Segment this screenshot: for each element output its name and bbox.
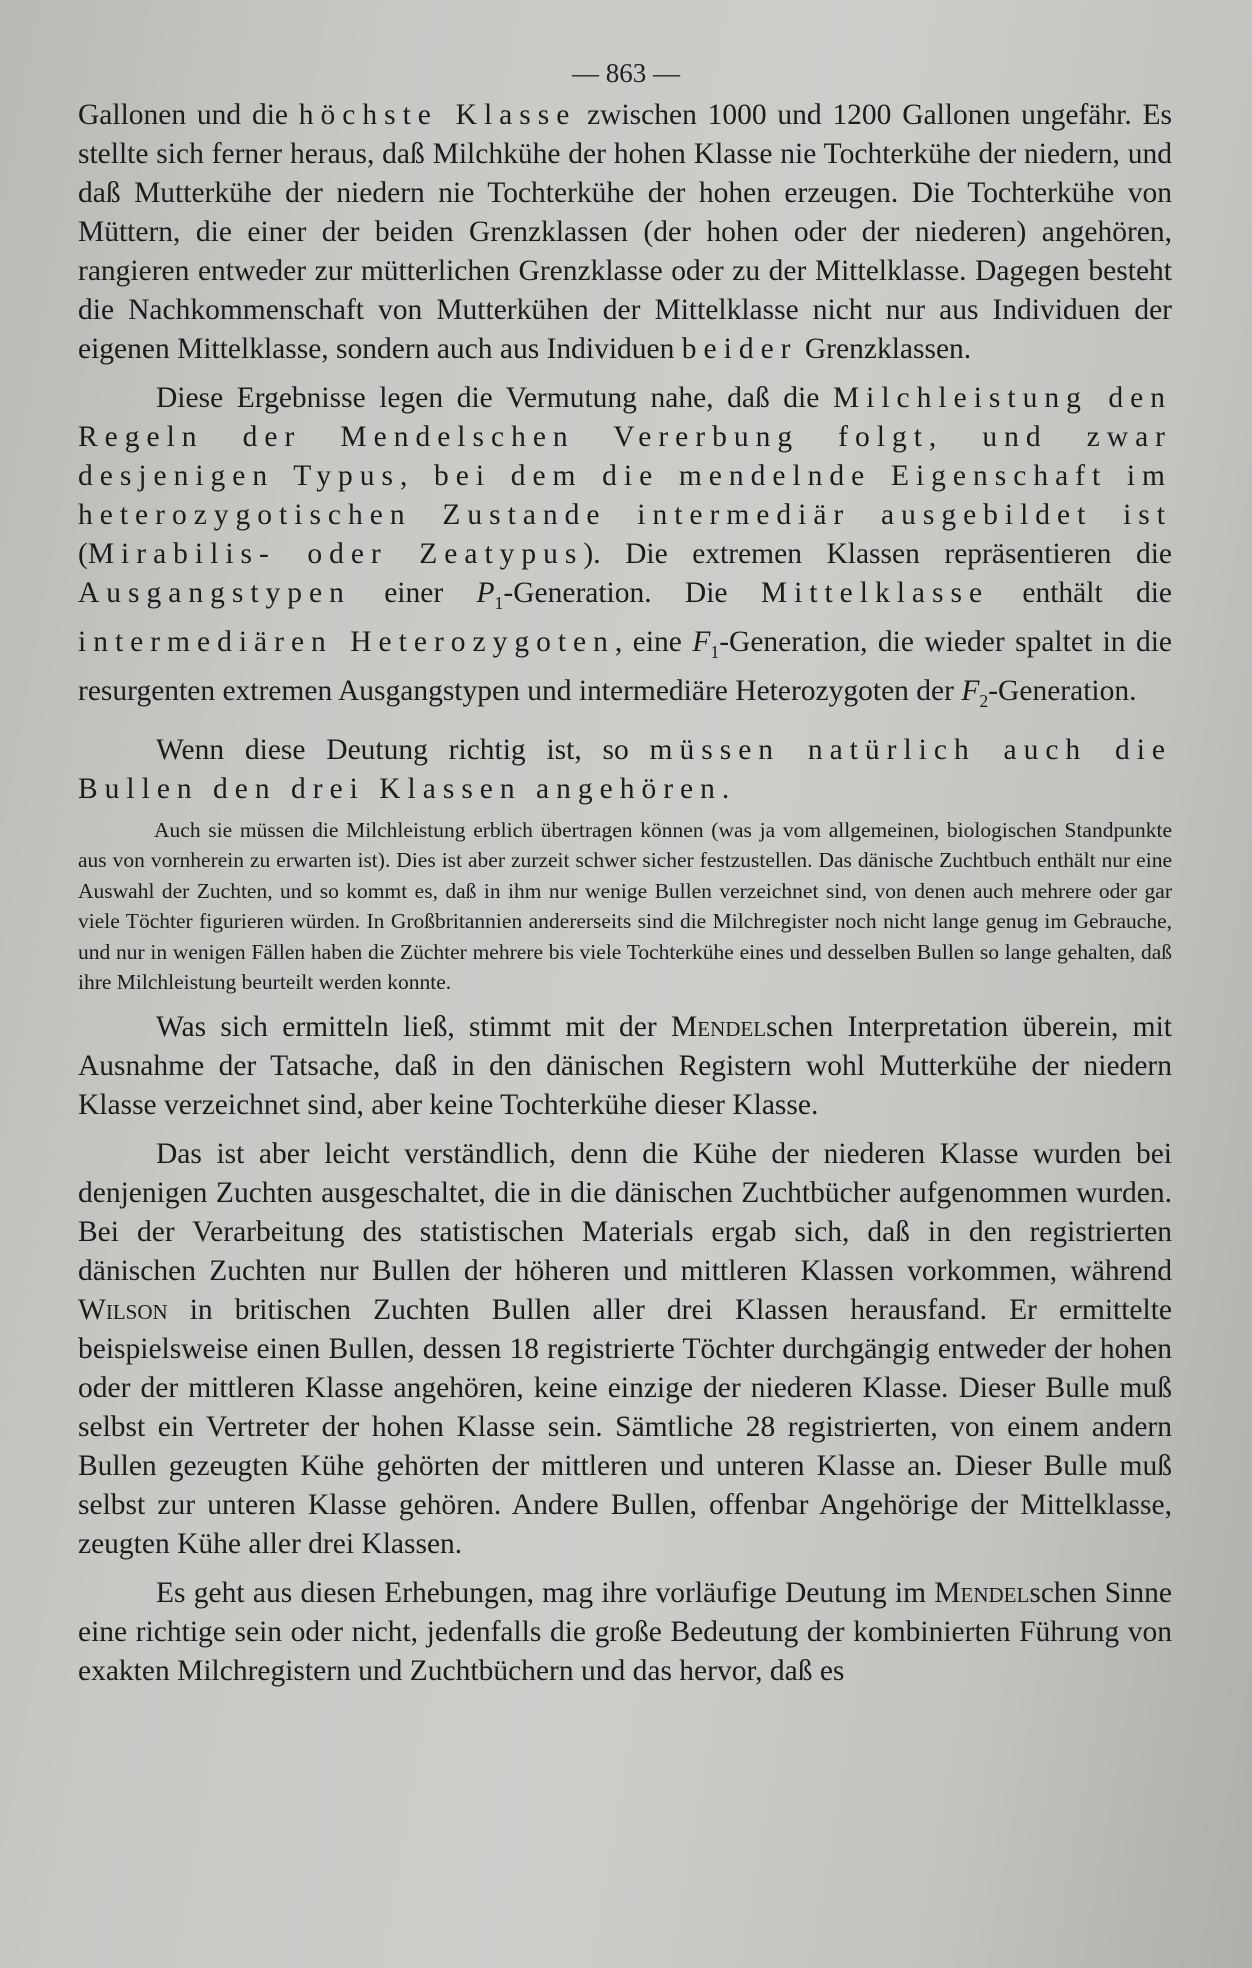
text-run: ). Die extremen Klassen repräsentieren die [583, 538, 1172, 570]
text-run: Was sich ermitteln ließ, stimmt mit der [156, 1010, 672, 1043]
spaced-emphasis: höchste Klasse [298, 99, 577, 131]
text-run: Es geht aus diesen Erhebungen, mag ihre vorläufige Deutung im [156, 1576, 935, 1609]
spaced-emphasis: Ausgangstypen [78, 577, 351, 609]
text-run: -Generation. Die [503, 577, 761, 609]
text-run: schen Interpretation überein, mit Ausnahme der Tatsache, daß in den dänischen Registern wohl Mutterkühe der niedern Klasse verzeichnet sind, aber keine Tochterkühe dieser Klasse. [78, 1010, 1172, 1121]
small-print-note: Auch sie müssen die Milchleistung erblich übertragen können (was ja vom allgemeinen, biologischen Standpunkte aus von vornherein zu erwarten ist). Dies ist aber zurzeit schwer sicher festzustellen. Das dänische Zuchtbuch enthält nur eine Auswahl der Zuchten, und so kommt es, daß in ihm nur wenige Bullen verzeichnet sind, von denen auch mehrere oder gar viele Töchter figurieren würden. In Großbritannien andererseits sind die Milchregister noch nicht lange genug im Gebrauche, und nur in wenigen Fällen haben die Züchter mehrere bis viele Tochterkühe eines und desselben Bullen so lange gehalten, daß ihre Milchleistung beurteilt werden konnte. [78, 817, 1172, 995]
paragraph-4 [78, 1008, 1172, 1125]
text-run: schen Sinne eine richtige sein oder nicht, jedenfalls die große Bedeutung der kombinierten Führung von exakten Milchregistern und Zuchtbüchern und das hervor, daß es [78, 1576, 1172, 1687]
text-run: , eine [614, 625, 693, 658]
math-subscript: 2 [979, 690, 989, 711]
math-variable: F [961, 674, 980, 707]
page-number: — 863 — [572, 58, 680, 88]
author-name: Wilson [78, 1293, 168, 1326]
paragraph-2 [78, 379, 1172, 721]
text-run: -Generation, die wieder spaltet in die resurgenten extremen Ausgangstypen und intermediäre Heterozygoten der [78, 625, 1172, 707]
text-run: in britischen Zuchten Bullen aller drei Klassen herausfand. Er ermittelte beispielsweise einen Bullen, dessen 18 registrierte Töchter durchgängig entweder der hohen oder der mittleren Klasse angehören, keine einzige der niederen Klasse. Dieser Bulle muß selbst ein Vertreter der hohen Klasse sein. Sämtliche 28 registrierten, von einem andern Bullen gezeugten Kühe gehörten der mittleren und unteren Klasse an. Dieser Bulle muß selbst zur unteren Klasse gehören. Andere Bullen, offenbar Angehörige der Mittelklasse, zeugten Kühe aller drei Klassen. [78, 1293, 1172, 1560]
page-body [78, 96, 1172, 1691]
text-run: Grenzklassen. [797, 333, 972, 365]
math-subscript: 1 [494, 592, 504, 613]
paragraph-1 [78, 96, 1172, 369]
paragraph-6 [78, 1574, 1172, 1691]
text-run: Wenn diese Deutung richtig ist, so [156, 733, 650, 766]
spaced-emphasis: beider [681, 333, 798, 365]
paragraph-3 [78, 731, 1172, 809]
text-run: Das ist aber leicht verständlich, denn die Kühe der niederen Klasse wurden bei denjenigen Zuchten ausgeschaltet, die in die dänischen Zuchtbücher aufgenommen wurden. Bei der Verarbeitung des statistischen Materials ergab sich, daß in den registrierten dänischen Zuchten nur Bullen der höheren und mittleren Klassen vorkommen, während [78, 1137, 1172, 1287]
author-name: Mendel [934, 1576, 1030, 1609]
math-variable: P [476, 577, 495, 609]
math-variable: F [692, 625, 711, 658]
spaced-emphasis: Mirabilis- oder Zeatypus [87, 538, 584, 570]
spaced-emphasis: intermediären Heterozygoten [78, 625, 615, 658]
spaced-emphasis: Milchleistung den Regeln der Mendelschen Vererbung folgt, und zwar desjenigen Typus, bei dem die mendelnde Eigenschaft im heterozygotischen Zustande intermediär ausgebildet ist [78, 382, 1172, 531]
text-run: zwischen 1000 und 1200 Gallonen ungefähr. Es stellte sich ferner heraus, daß Milchkühe der hohen Klasse nie Tochterkühe der niedern, und daß Mutterkühe der niedern nie Tochterkühe der hohen erzeugen. Die Tochterkühe von Müttern, die einer der beiden Grenzklassen (der hohen oder der niederen) angehören, rangieren entweder zur mütterlichen Grenzklasse oder zu der Mittelklasse. Dagegen besteht die Nachkommenschaft von Mutterkühen der Mittelklasse nicht nur aus Individuen der eigenen Mittelklasse, sondern auch aus Individuen [78, 99, 1172, 365]
math-subscript: 1 [710, 641, 720, 662]
spaced-emphasis: müssen natürlich auch die Bullen den drei Klassen angehören. [78, 733, 1173, 805]
paragraph-5 [78, 1135, 1172, 1564]
text-run: Gallonen und die [78, 99, 299, 131]
text-run: -Generation. [988, 674, 1137, 707]
text-run: enthält die [989, 577, 1172, 609]
text-run: ( [78, 538, 88, 570]
text-run: Diese Ergebnisse legen die Vermutung nahe, daß die [156, 382, 833, 414]
author-name: Mendel [671, 1010, 767, 1043]
text-run: einer [350, 577, 477, 609]
spaced-emphasis: Mittelklasse [760, 577, 990, 609]
